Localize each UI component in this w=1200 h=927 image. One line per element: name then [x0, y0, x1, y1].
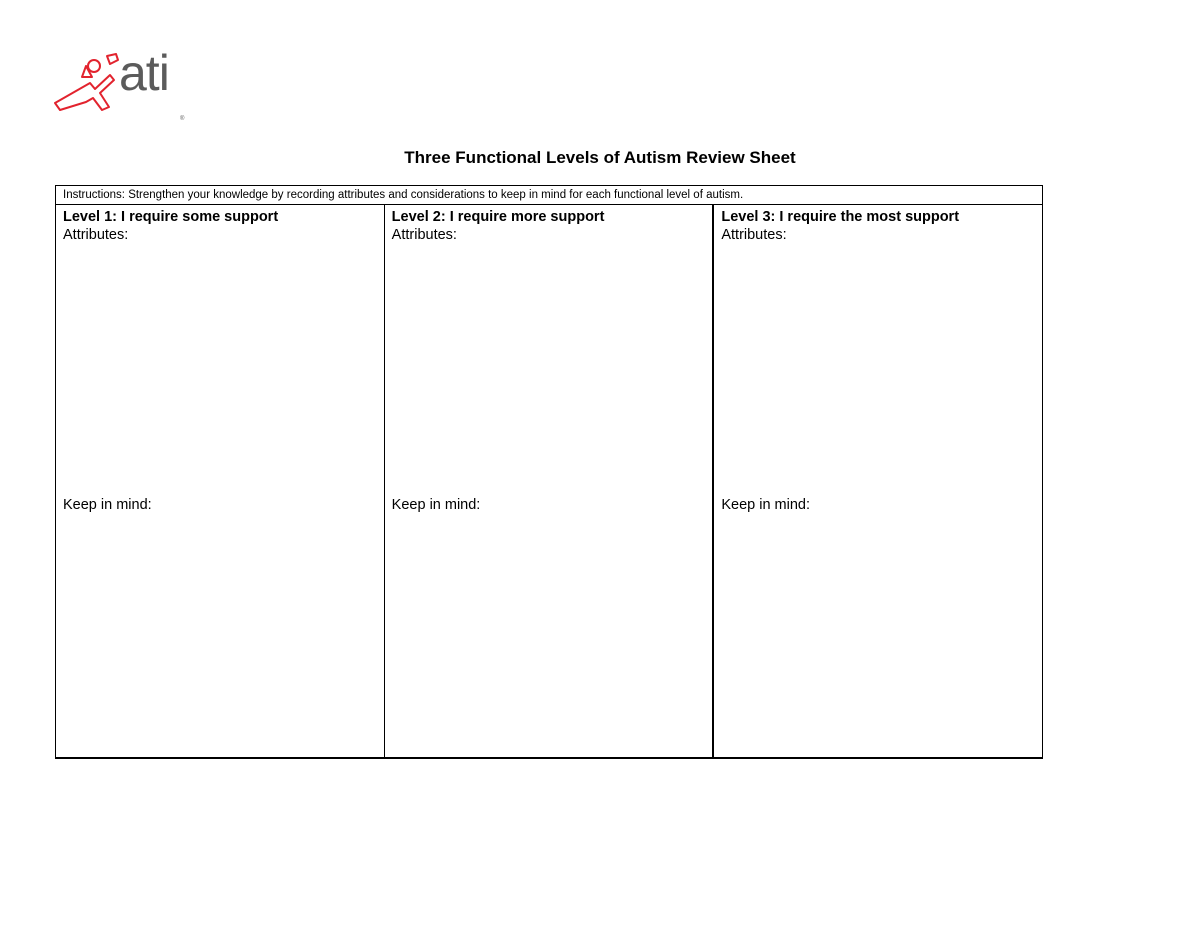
level-3-heading: Level 3: I require the most support — [721, 209, 960, 225]
review-sheet-table — [55, 185, 1043, 759]
level-3-attributes-label: Attributes: — [721, 227, 787, 243]
level-2-column[interactable] — [384, 205, 713, 757]
level-2-attributes-label: Attributes: — [391, 227, 457, 243]
level-1-keep-in-mind-label: Keep in mind: — [63, 497, 152, 513]
instructions-row: Instructions: Strengthen your knowledge by recording attributes and considerations to keep in mind for each functional level of autism. — [56, 186, 1042, 205]
ati-logo — [52, 45, 192, 130]
page-title: Three Functional Levels of Autism Review Sheet — [404, 148, 796, 167]
level-1-heading: Level 1: I require some support — [63, 209, 279, 225]
level-1-column[interactable] — [56, 205, 384, 757]
ati-figure-icon — [52, 50, 122, 120]
level-2-keep-in-mind-label: Keep in mind: — [391, 497, 481, 513]
level-3-column[interactable] — [712, 205, 1042, 757]
level-2-heading: Level 2: I require more support — [391, 209, 605, 225]
logo-wordmark: ati — [119, 45, 169, 101]
logo-registered-mark: ® — [180, 116, 185, 122]
level-1-attributes-label: Attributes: — [63, 227, 129, 243]
levels-row — [56, 205, 1042, 757]
level-3-keep-in-mind-label: Keep in mind: — [721, 497, 811, 513]
